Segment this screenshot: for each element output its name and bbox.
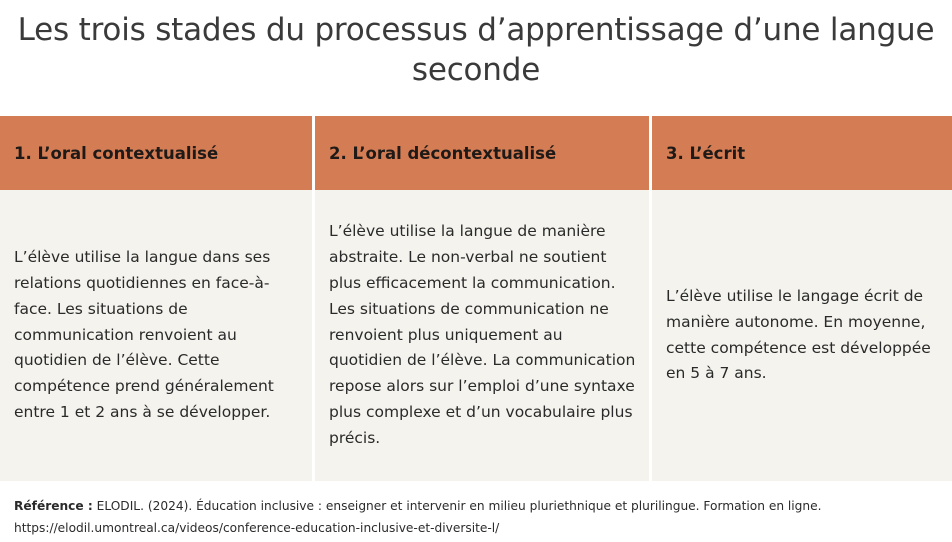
cell-stage-3-description [652, 190, 952, 481]
header-stage-2: 2. L’oral décontextualisé [329, 143, 557, 163]
column-divider [649, 116, 652, 481]
cell-stage-2-description [315, 190, 649, 481]
cell-stage-1-description [0, 190, 312, 481]
cell-stage-2-text: L’élève utilise la langue de manière abstraite. Le non-verbal ne soutient plus efficacement la communication. Les situations de communication ne renvoient plus uniquement au quotidien de l’élève. La communication repose alors sur l’emploi d’une syntaxe plus complexe et d’un vocabulaire plus précis. [329, 222, 636, 447]
column-divider [312, 116, 315, 481]
reference-note [14, 495, 944, 539]
cell-stage-1-text: L’élève utilise la langue dans ses relations quotidiennes en face-à-face. Les situations de communication renvoient au quotidien de l’élève. Cette compétence prend généralement entre 1 et 2 ans à se développer. [14, 248, 274, 421]
header-stage-3: 3. L’écrit [666, 143, 746, 163]
reference-url[interactable]: https://elodil.umontreal.ca/videos/conference-education-inclusive-et-diversite-l/ [14, 521, 500, 535]
page-title: Les trois stades du processus d’apprentissage d’une langue seconde [17, 12, 935, 88]
reference-citation: ELODIL. (2024). Éducation inclusive : enseigner et intervenir en milieu pluriethnique et plurilingue. Formation en ligne. [92, 499, 822, 513]
cell-stage-3-text: L’élève utilise le langage écrit de manière autonome. En moyenne, cette compétence est développée en 5 à 7 ans. [666, 286, 931, 383]
reference-label: Référence : [14, 499, 93, 513]
header-stage-1: 1. L’oral contextualisé [14, 143, 219, 163]
stages-table [0, 116, 952, 481]
